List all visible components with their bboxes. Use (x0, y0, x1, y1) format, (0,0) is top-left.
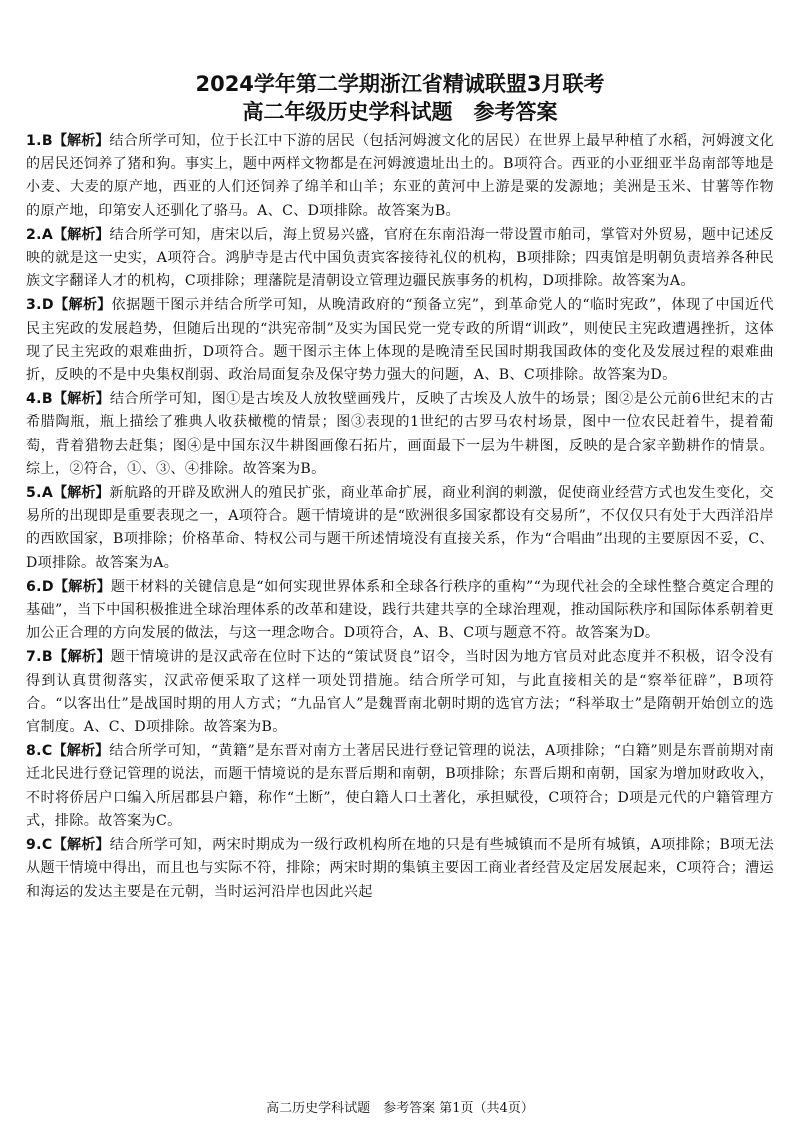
analysis-tag: 【解析】 (53, 485, 110, 502)
analysis-tag: 【解析】 (52, 133, 110, 149)
page-subtitle: 高二年级历史学科试题 参考答案 (242, 100, 558, 124)
answer-text: 新航路的开辟及欧洲人的殖民扩张，商业革命扩展，商业利润的刺激，促使商业经营方式也发生变化，交易所的出现即是重要表现之一，A项符合。题干情境讲的是“欧洲很多国家都设有交易所”，不仅仅只有处于大西洋沿岸的西欧国家，B项排除；价格革命、特权公司与题干所述情境没有直接关系，作为“合唱曲”出现的主要原因不妥，C、D项排除。故答案为A。 (26, 485, 774, 571)
analysis-tag: 【解析】 (52, 649, 111, 666)
analysis-tag: 【解析】 (53, 297, 112, 314)
page-footer: 高二历史学科试题 参考答案 第1页（共4页） (266, 1101, 534, 1116)
answer-text: 结合所学可知，两宋时期成为一级行政机构所在地的只是有些城镇而不是所有城镇，A项排除；B项无法从题干情境中得出，而且也与实际不符，排除；两宋时期的集镇主要因工商业者经营及定居发展起来，C项符合；漕运和海运的发达主要是在元朝，当时运河沿岸也因此兴起 (26, 837, 775, 900)
answer-item-3 (26, 294, 774, 387)
analysis-tag: 【解析】 (53, 578, 111, 595)
answer-number: 8.C (26, 743, 53, 760)
answer-number: 4.B (26, 391, 53, 408)
answer-number: 9.C (26, 837, 53, 854)
answer-item-6 (26, 576, 774, 646)
analysis-tag: 【解析】 (53, 226, 110, 243)
analysis-tag: 【解析】 (52, 391, 110, 408)
answer-number: 1.B (26, 133, 53, 149)
analysis-tag: 【解析】 (52, 837, 110, 854)
answer-number: 6.D (26, 578, 54, 595)
answer-list (26, 130, 774, 904)
answer-number: 2.A (26, 226, 54, 243)
answer-number: 7.B (26, 649, 53, 666)
answer-text: 结合所学可知，位于长江中下游的居民（包括河姆渡文化的居民）在世界上最早种植了水稻，河姆渡文化的居民还饲养了猪和狗。事实上，题中两样文物都是在河姆渡遗址出土的。B项符合。西亚的小亚细亚半岛南部等地是小麦、大麦的原产地，西亚的人们还饲养了绵羊和山羊；东亚的黄河中上游是粟的发源地；美洲是玉米、甘薯等作物的原产地，印第安人还驯化了骆马。A、C、D项排除。故答案为B。 (26, 133, 774, 219)
answer-item-5 (26, 482, 774, 575)
answer-number: 5.A (26, 485, 54, 502)
answer-text: 依据题干图示并结合所学可知，从晚清政府的“预备立宪”，到革命党人的“临时宪政”，体现了中国近代民主宪政的发展趋势，但随后出现的“洪宪帝制”及实为国民党一党专政的所谓“训政”，则使民主宪政遭遇挫折，这体现了民主宪政的艰难曲折，D项符合。题干图示主体上体现的是晚清至民国时期我国政体的变化及发展过程的艰难曲折，反映的不是中央集权削弱、政治局面复杂及保守势力强大的问题，A、B、C项排除。故答案为D。 (26, 297, 775, 384)
answer-item-4 (26, 388, 774, 481)
answer-text: 结合所学可知，“黄籍”是东晋对南方土著居民进行登记管理的说法，A项排除；“白籍”则是东晋前期对南迁北民进行登记管理的说法，而题干情境说的是东晋后期和南朝，B项排除；东晋后期和南朝，国家为增加财政收入，不时将侨居户口编入所居郡县户籍，称作“土断”，使白籍人口土著化，承担赋役，C项符合；D项是元代的户籍管理方式，排除。故答案为C。 (26, 743, 775, 829)
answer-number: 3.D (26, 297, 54, 314)
answer-item-9 (26, 834, 774, 904)
answer-text: 题干材料的关键信息是“如何实现世界体系和全球各行秩序的重构”“为现代社会的全球性整合奠定合理的基础”，当下中国积极推进全球治理体系的改革和建设，践行共建共享的全球治理观，推动国际秩序和国际体系朝着更加公正合理的方向发展的做法，与这一理念吻合。D项符合，A、B、C项与题意不符。故答案为D。 (26, 578, 775, 642)
page-title: 2024学年第二学期浙江省精诚联盟3月联考 (195, 72, 605, 96)
analysis-tag: 【解析】 (52, 743, 110, 760)
answer-text: 结合所学可知，唐宋以后，海上贸易兴盛，官府在东南沿海一带设置市舶司，掌管对外贸易，题中记述反映的就是这一史实，A项符合。鸿胪寺是古代中国负责宾客接待礼仪的机构，B项排除；四夷馆是明朝负责培养各种民族文字翻译人才的机构，C项排除；理藩院是清朝设立管理边疆民族事务的机构，D项排除。故答案为A。 (26, 226, 774, 290)
answer-item-1 (26, 130, 774, 223)
answer-item-8 (26, 740, 774, 833)
answer-item-2 (26, 224, 774, 294)
answer-text: 题干情境讲的是汉武帝在位时下达的“策试贤良”诏令，当时因为地方官员对此态度并不积极，诏令没有得到认真贯彻落实，汉武帝便采取了这样一项处罚措施。结合所学可知，与此直接相关的是“察举征辟”，B项符合。“以客出仕”是战国时期的用人方式；“九品官人”是魏晋南北朝时期的选官方法；“科举取士”是隋朝开始创立的选官制度。A、C、D项排除。故答案为B。 (26, 649, 774, 736)
answer-item-7 (26, 646, 774, 739)
answer-text: 结合所学可知，图①是古埃及人放牧壁画残片，反映了古埃及人放牛的场景；图②是公元前6世纪末的古希腊陶瓶，瓶上描绘了雅典人收获橄榄的情景；图③表现的1世纪的古罗马农村场景，图中一位农民赶着牛，提着葡萄，背着猎物去赶集；图④是中国东汉牛耕图画像石拓片，画面最下一层为牛耕图，反映的是合家辛勤耕作的情景。综上，②符合，①、③、④排除。故答案为B。 (26, 391, 775, 477)
